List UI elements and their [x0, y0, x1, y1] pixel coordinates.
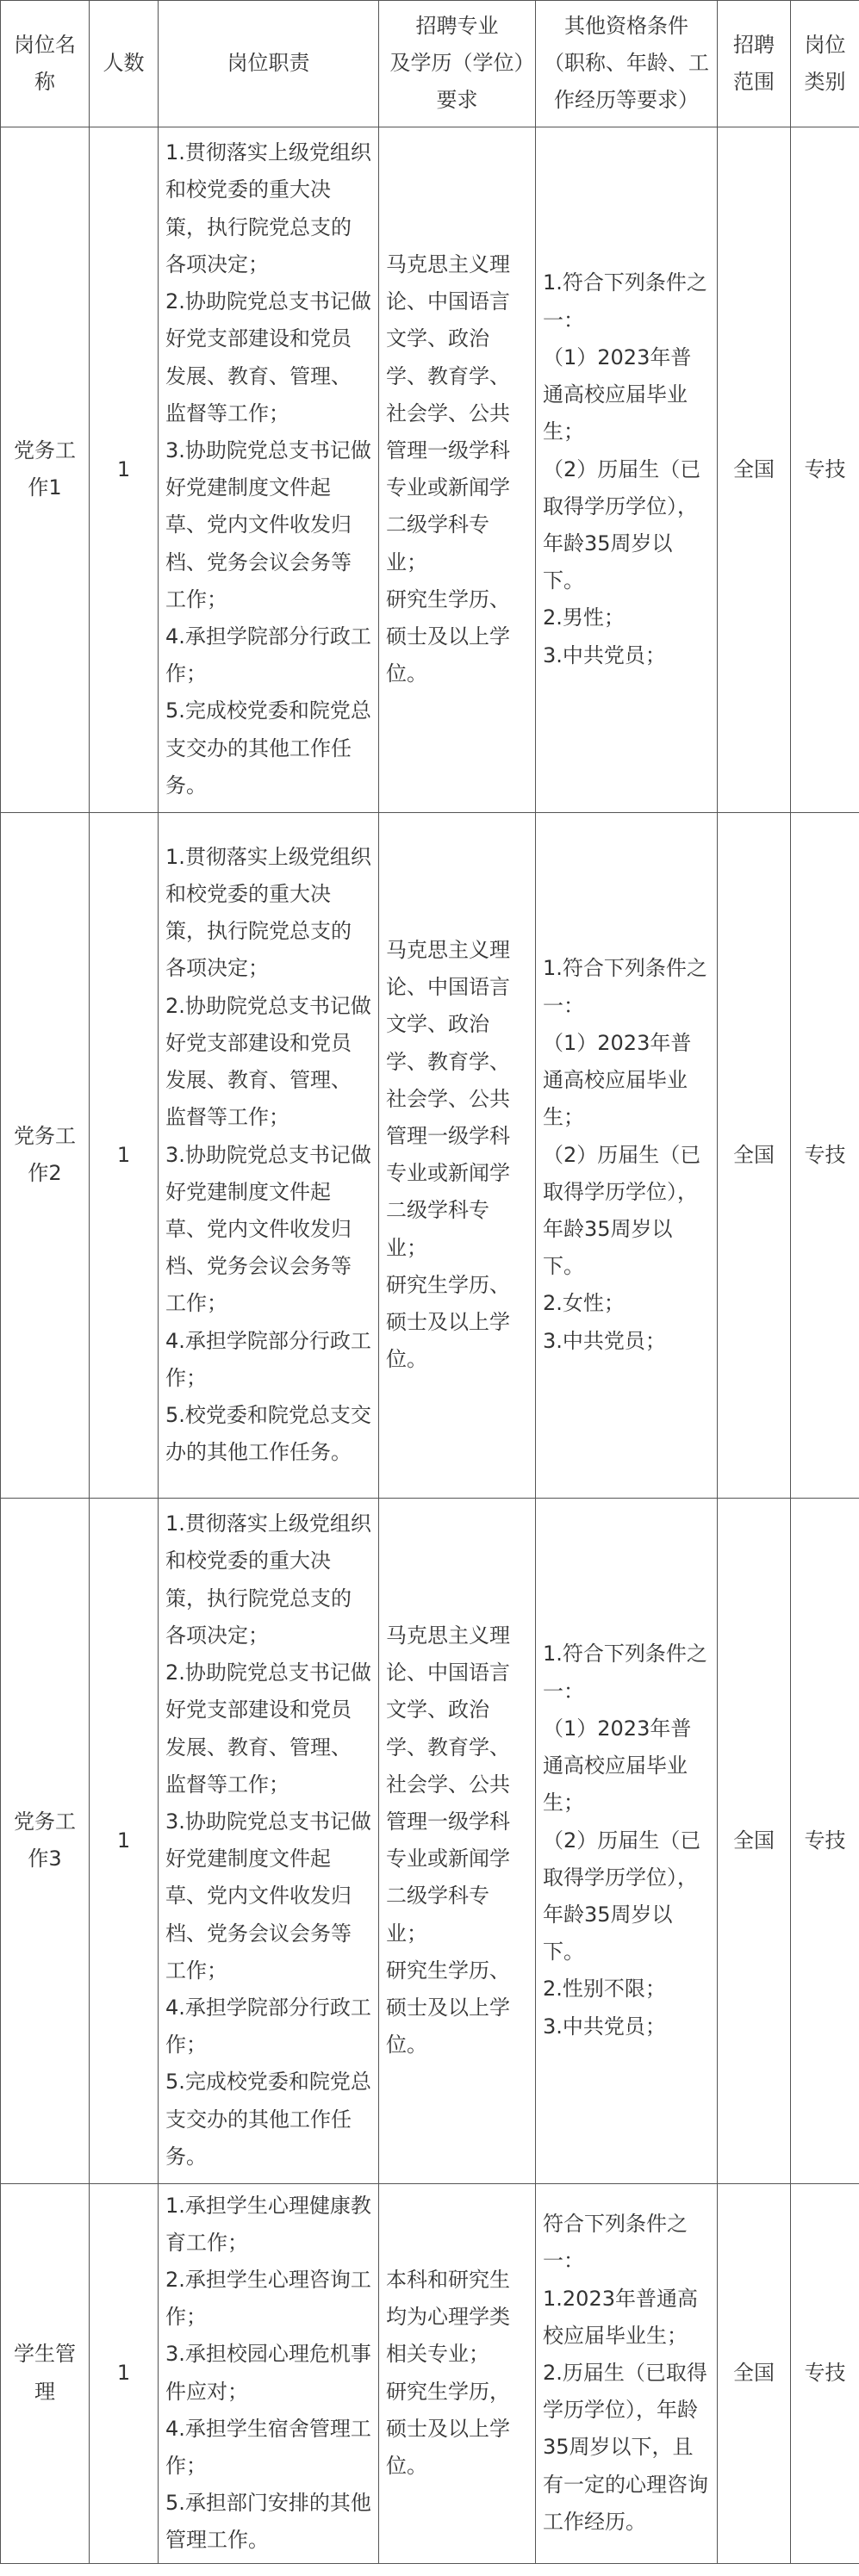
duty-item: 5.校党委和院党总支交办的其他工作任务。: [165, 1402, 371, 1465]
header-recruit-range: 招聘范围: [718, 1, 791, 127]
qualification-item: 1.2023年普通高校应届毕业生；: [543, 2286, 698, 2348]
cell-recruit-range: 全国: [718, 1498, 791, 2183]
cell-major-education: [379, 812, 536, 1498]
qualification-item: （2）历届生（已取得学历学位），年龄35周岁以下。: [543, 1828, 701, 1965]
header-major-education: [379, 1, 536, 127]
duty-item: 3.协助院党总支书记做好党建制度文件起草、党内文件收发归档、党务会议会务等工作；: [165, 1809, 371, 1983]
cell-position-name: 党务工作1: [1, 127, 90, 812]
qualification-item: （1）2023年普通高校应届毕业生；: [543, 1030, 692, 1130]
header-other-line-2: （职称、年龄、工作经历等要求）: [544, 51, 709, 113]
qualification-item: 1.符合下列条件之一：: [543, 1642, 707, 1704]
cell-position-name: 学生管理: [1, 2183, 90, 2563]
duty-item: 1.承担学生心理健康教育工作；: [165, 2193, 371, 2255]
duty-item: 2.协助院党总支书记做好党支部建设和党员发展、教育、管理、监督等工作；: [165, 289, 371, 425]
major-item: 研究生学历、硕士及以上学位。: [386, 1272, 510, 1372]
qualification-item: （1）2023年普通高校应届毕业生；: [543, 1716, 692, 1816]
cell-duties: [159, 2183, 379, 2563]
cell-other-qualifications: [536, 1498, 718, 2183]
cell-headcount: 1: [90, 1498, 159, 2183]
duty-item: 2.协助院党总支书记做好党支部建设和党员发展、教育、管理、监督等工作；: [165, 993, 371, 1130]
qualification-item: 符合下列条件之一：: [543, 2212, 688, 2274]
major-item: 马克思主义理论、中国语言文学、政治学、教育学、社会学、公共管理一级学科专业或新闻学二级学科专业；: [386, 251, 510, 574]
cell-other-qualifications: [536, 2183, 718, 2563]
cell-recruit-range: 全国: [718, 812, 791, 1498]
cell-duties: [159, 812, 379, 1498]
duty-item: 4.承担学院部分行政工作；: [165, 624, 371, 686]
cell-duties: [159, 127, 379, 812]
duty-item: 1.贯彻落实上级党组织和校党委的重大决策，执行院党总支的各项决定；: [165, 844, 371, 981]
qualification-item: 3.中共党员；: [543, 642, 666, 667]
major-item: 研究生学历、硕士及以上学位。: [386, 1958, 510, 2058]
qualification-item: （2）历届生（已取得学历学位），年龄35周岁以下。: [543, 1142, 701, 1279]
table-row: [1, 127, 859, 812]
cell-position-category: 专技: [791, 1498, 859, 2183]
header-major-line-2: 及学历（学位）要求: [389, 51, 525, 113]
duty-item: 5.承担部门安排的其他管理工作。: [165, 2491, 371, 2553]
header-duties: 岗位职责: [159, 1, 379, 127]
header-position-category: 岗位类别: [791, 1, 859, 127]
cell-other-qualifications: [536, 812, 718, 1498]
duty-item: 2.承担学生心理咨询工作；: [165, 2268, 371, 2330]
cell-position-category: 专技: [791, 2183, 859, 2563]
major-item: 研究生学历、硕士及以上学位。: [386, 587, 510, 686]
table-row: [1, 1498, 859, 2183]
qualification-item: 2.性别不限；: [543, 1977, 666, 2002]
qualification-item: 2.历届生（已取得学历学位），年龄35周岁以下，且有一定的心理咨询工作经历。: [543, 2361, 708, 2534]
qualification-item: 2.男性；: [543, 605, 625, 630]
duty-item: 1.贯彻落实上级党组织和校党委的重大决策，执行院党总支的各项决定；: [165, 140, 371, 276]
duty-item: 2.协助院党总支书记做好党支部建设和党员发展、教育、管理、监督等工作；: [165, 1660, 371, 1797]
duty-item: 5.完成校党委和院党总支交办的其他工作任务。: [165, 698, 371, 798]
duty-item: 1.贯彻落实上级党组织和校党委的重大决策，执行院党总支的各项决定；: [165, 1511, 371, 1648]
duty-item: 4.承担学生宿舍管理工作；: [165, 2416, 371, 2479]
header-headcount: 人数: [90, 1, 159, 127]
cell-major-education: [379, 2183, 536, 2563]
cell-headcount: 1: [90, 2183, 159, 2563]
qualification-item: （2）历届生（已取得学历学位），年龄35周岁以下。: [543, 456, 701, 593]
duty-item: 4.承担学院部分行政工作；: [165, 1995, 371, 2058]
qualification-item: 1.符合下列条件之一：: [543, 270, 707, 332]
cell-position-name: 党务工作3: [1, 1498, 90, 2183]
header-position-name: 岗位名称: [1, 1, 90, 127]
cell-recruit-range: 全国: [718, 2183, 791, 2563]
header-other-qualifications: [536, 1, 718, 127]
qualification-item: 3.中共党员；: [543, 2014, 666, 2039]
duty-item: 4.承担学院部分行政工作；: [165, 1328, 371, 1390]
cell-duties: [159, 1498, 379, 2183]
duty-item: 5.完成校党委和院党总支交办的其他工作任务。: [165, 2070, 371, 2169]
cell-headcount: 1: [90, 812, 159, 1498]
table-row: [1, 812, 859, 1498]
cell-position-category: 专技: [791, 127, 859, 812]
major-item: 马克思主义理论、中国语言文学、政治学、教育学、社会学、公共管理一级学科专业或新闻学二级学科专业；: [386, 1623, 510, 1946]
cell-position-name: 党务工作2: [1, 812, 90, 1498]
major-item: 本科和研究生均为心理学类相关专业；: [386, 2268, 510, 2367]
duty-item: 3.协助院党总支书记做好党建制度文件起草、党内文件收发归档、党务会议会务等工作；: [165, 438, 371, 611]
cell-recruit-range: 全国: [718, 127, 791, 812]
cell-position-category: 专技: [791, 812, 859, 1498]
header-row: [1, 1, 859, 127]
qualification-item: 1.符合下列条件之一：: [543, 956, 707, 1018]
cell-other-qualifications: [536, 127, 718, 812]
duty-item: 3.承担校园心理危机事件应对；: [165, 2342, 371, 2404]
qualification-item: 3.中共党员；: [543, 1328, 666, 1353]
qualification-item: 2.女性；: [543, 1291, 625, 1316]
qualification-item: （1）2023年普通高校应届毕业生；: [543, 345, 692, 444]
duty-item: 3.协助院党总支书记做好党建制度文件起草、党内文件收发归档、党务会议会务等工作；: [165, 1142, 371, 1316]
major-item: 研究生学历，硕士及以上学位。: [386, 2379, 510, 2479]
cell-headcount: 1: [90, 127, 159, 812]
cell-major-education: [379, 1498, 536, 2183]
major-item: 马克思主义理论、中国语言文学、政治学、教育学、社会学、公共管理一级学科专业或新闻学二级学科专业；: [386, 937, 510, 1260]
header-other-line-1: 其他资格条件: [564, 14, 688, 38]
table-row: [1, 2183, 859, 2563]
header-major-line-1: 招聘专业: [415, 14, 499, 38]
cell-major-education: [379, 127, 536, 812]
